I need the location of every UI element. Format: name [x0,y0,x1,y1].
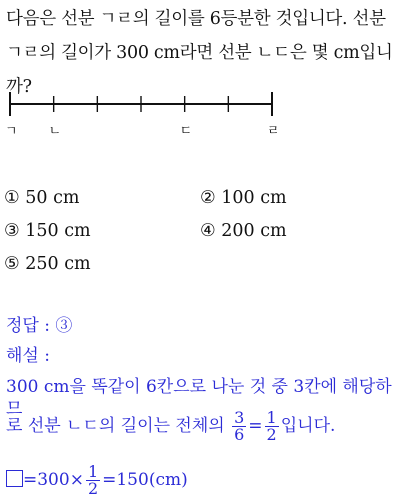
option-2[interactable]: ② 100 cm [200,188,287,208]
explanation-text: 로 선분 ㄴㄷ의 길이는 전체의 [6,416,225,436]
question-line: 까? [6,77,32,97]
option-3[interactable]: ③ 150 cm [4,221,91,241]
option-1[interactable]: ① 50 cm [4,188,80,208]
fraction-denominator: 2 [87,479,99,498]
question-line: 다음은 선분 ㄱㄹ의 길이를 6등분한 것입니다. 선분 [6,9,386,29]
point-label: ㄷ [179,124,193,139]
blank-box-icon [6,470,23,487]
question-line: ㄱㄹ의 길이가 300 cm라면 선분 ㄴㄷ은 몇 cm입니 [6,43,393,63]
fraction-numerator: 3 [234,408,245,427]
fraction-numerator: 1 [266,408,277,427]
option-5[interactable]: ⑤ 250 cm [4,254,91,274]
answer-label: 정답 : ③ [6,316,73,336]
formula-text: =300× [23,470,84,490]
point-label: ㄴ [48,124,62,139]
explanation-line-2 [6,404,335,448]
explanation-label: 해설 : [6,346,50,366]
fraction-one-half [86,464,100,497]
fraction-denominator: 2 [266,425,277,444]
option-4[interactable]: ④ 200 cm [200,221,287,241]
fraction-denominator: 6 [234,425,245,444]
formula-line [6,458,188,502]
fraction-one-half [265,410,279,443]
point-label: ㄹ [267,124,280,139]
formula-text: =150(cm) [102,470,188,490]
explanation-line-1: 300 cm을 똑같이 6칸으로 나눈 것 중 3칸에 해당하므 [6,377,392,419]
point-label: ㄱ [5,124,18,139]
fraction-three-sixths [232,410,246,443]
fraction-numerator: 1 [87,462,99,481]
equals-sign: = [248,416,263,436]
explanation-text: 입니다. [280,416,336,436]
